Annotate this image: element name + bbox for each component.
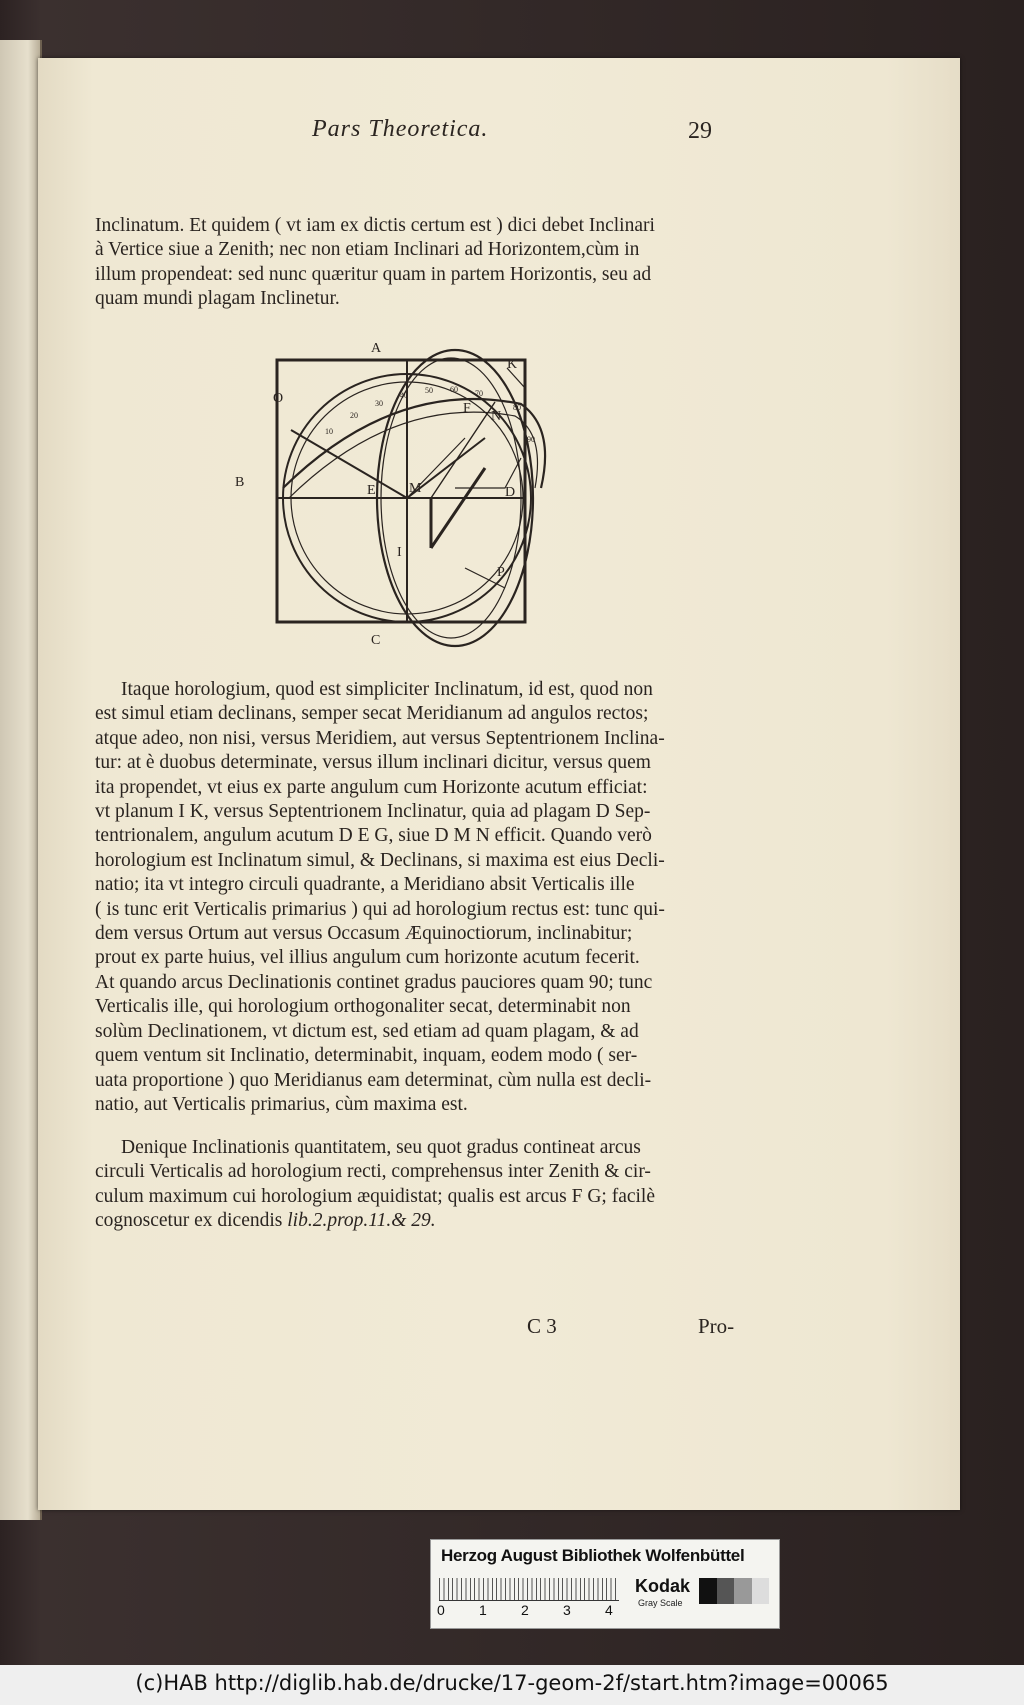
armillary-sphere-diagram [235, 338, 575, 654]
text-line: natio, aut Verticalis primarius, cùm maxima est. [95, 1093, 468, 1115]
text-line: atque adeo, non nisi, versus Meridiem, aut versus Septentrionem Inclina- [95, 727, 665, 749]
text-line: Itaque horologium, quod est simpliciter Inclinatum, id est, quod non [121, 679, 653, 700]
ruler-number: 0 [437, 1602, 445, 1618]
catchword: Pro- [698, 1314, 735, 1338]
ruler-scale [439, 1578, 619, 1601]
scale-number: 40 [400, 391, 408, 400]
text-line: vt planum I K, versus Septentrionem Inclinatur, quia ad plagam D Sep- [95, 801, 651, 823]
text-line: dem versus Ortum aut versus Occasum Æquinoctiorum, inclinabitur; [95, 923, 633, 945]
library-name: Herzog August Bibliothek Wolfenbüttel [441, 1546, 745, 1565]
label-a: A [371, 341, 382, 356]
text-line: uata proportione ) quo Meridianus eam determinat, cùm nulla est decli- [95, 1069, 652, 1091]
color-card [430, 1539, 780, 1629]
scale-number: 90 [527, 435, 535, 444]
text-line: illum propendeat: sed nunc quæritur quam in partem Horizontis, seu ad [95, 263, 652, 285]
credit-bar [0, 1665, 1024, 1705]
text-line: quam mundi plagam Inclinetur. [95, 288, 340, 310]
signature-mark: C 3 [527, 1314, 557, 1338]
label-b: B [235, 475, 245, 490]
label-p: P [497, 565, 505, 580]
text-line: prout ex parte huius, vel illius angulum cum horizonte acutum fecerit. [95, 947, 640, 969]
text-line: ( is tunc erit Verticalis primarius ) qui ad horologium rectus est: tunc qui- [95, 898, 665, 920]
running-head: Pars Theoretica. [312, 116, 489, 142]
label-f: F [463, 401, 471, 416]
text-line: à Vertice siue a Zenith; nec non etiam Inclinari ad Horizontem,cùm in [95, 239, 640, 261]
text-line: ita propendet, vt eius ex parte angulum cum Horizonte acutum efficiat: [95, 776, 648, 798]
ruler-number: 4 [605, 1602, 613, 1618]
paragraph-3 [95, 1136, 755, 1234]
gray-patches [699, 1578, 769, 1604]
kodak-logo: Kodak [635, 1576, 691, 1596]
text-line: est simul etiam declinans, semper secat Meridianum ad angulos rectos; [95, 703, 649, 725]
text-line-prefix: cognoscetur ex dicendis [95, 1210, 288, 1232]
label-o: O [273, 391, 284, 406]
text-line: At quando arcus Declinationis continet gradus pauciores quam 90; tunc [95, 971, 653, 993]
text-line: tentrionalem, angulum acutum D E G, siue D M N efficit. Quando verò [95, 825, 652, 847]
ruler-numbers [437, 1602, 627, 1618]
label-k: K [507, 357, 518, 372]
gray-patch [699, 1578, 717, 1604]
scale-number: 70 [475, 389, 483, 398]
text-line [95, 1209, 755, 1233]
scale-number: 30 [375, 399, 383, 408]
gray-scale-label: Gray Scale [638, 1598, 683, 1608]
gray-patch [752, 1578, 770, 1604]
scale-number: 10 [325, 427, 333, 436]
label-n: N [491, 409, 502, 424]
text-line: tur: at è duobus determinate, versus illum inclinari dicitur, versus quem [95, 752, 651, 774]
scale-number: 50 [425, 386, 433, 395]
book-reference: lib.2.prop.11.& 29. [287, 1210, 436, 1232]
text-line: Inclinatum. Et quidem ( vt iam ex dictis certum est ) dici debet Inclinari [95, 215, 655, 236]
text-line: circuli Verticalis ad horologium recti, comprehensus inter Zenith & cir- [95, 1161, 651, 1183]
page-number: 29 [688, 118, 712, 144]
ruler-number: 3 [563, 1602, 571, 1618]
ruler-number: 2 [521, 1602, 529, 1618]
text-line: Denique Inclinationis quantitatem, seu quot gradus contineat arcus [121, 1137, 641, 1158]
scale-number: 20 [350, 411, 358, 420]
paragraph-1 [95, 214, 755, 312]
label-m: M [409, 481, 422, 496]
text-line: solùm Declinationem, vt dictum est, sed etiam ad quam plagam, & ad [95, 1020, 639, 1042]
gray-patch [717, 1578, 735, 1604]
label-e: E [367, 483, 376, 498]
text-line: horologium est Inclinatum simul, & Declinans, si maxima est eius Decli- [95, 849, 665, 871]
scale-number: 80 [513, 403, 521, 412]
label-d: D [505, 485, 516, 500]
label-i: I [397, 545, 402, 560]
gray-patch [734, 1578, 752, 1604]
text-line: quem ventum sit Inclinatio, determinabit, inquam, eodem modo ( ser- [95, 1045, 638, 1067]
text-line: natio; ita vt integro circuli quadrante, a Meridiano absit Verticalis ille [95, 874, 635, 896]
text-line: Verticalis ille, qui horologium orthogonaliter secat, determinabit non [95, 996, 631, 1018]
facing-page-edge [0, 40, 42, 1520]
label-c: C [371, 633, 381, 648]
text-line: culum maximum cui horologium æquidistat; qualis est arcus F G; facilè [95, 1185, 655, 1207]
credit-url[interactable]: (c)HAB http://diglib.hab.de/drucke/17-geom-2f/start.htm?image=00065 [135, 1671, 889, 1695]
paragraph-2 [95, 678, 755, 1117]
ruler-number: 1 [479, 1602, 487, 1618]
scale-number: 60 [450, 385, 458, 394]
